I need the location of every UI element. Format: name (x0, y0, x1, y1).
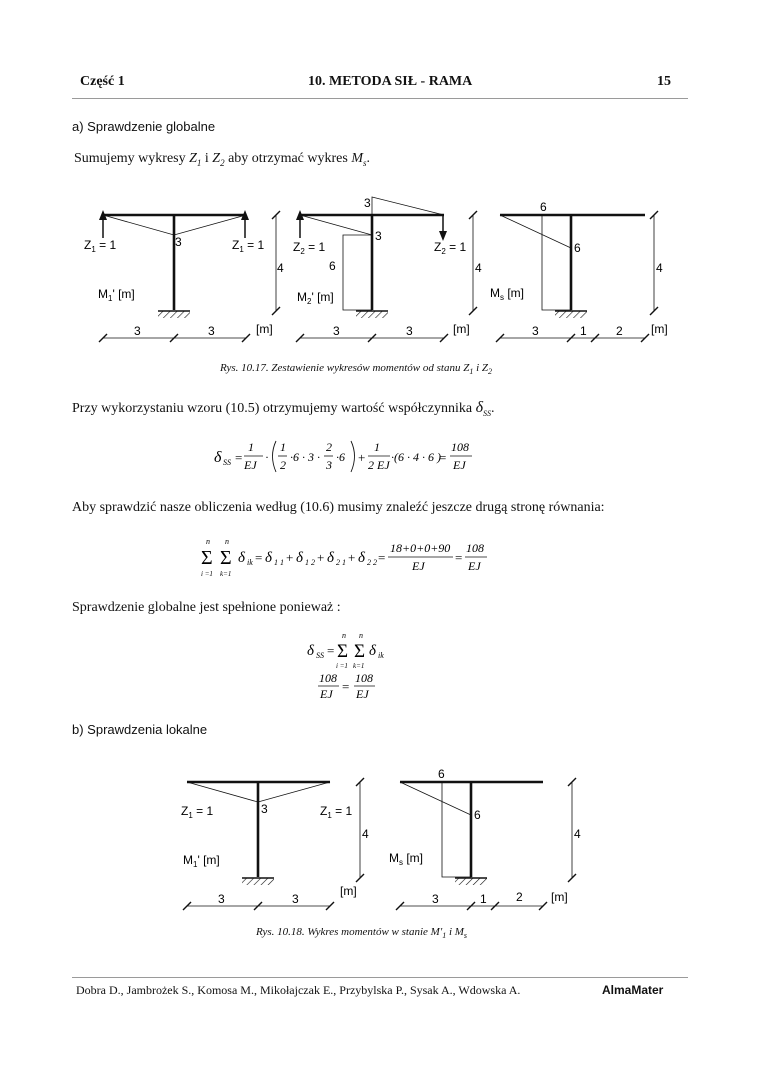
svg-text:+: + (348, 550, 356, 565)
frame1-load-left: $Z_1 = 1$ (84, 238, 117, 254)
header-divider (72, 98, 688, 99)
svg-text:+: + (286, 550, 294, 565)
equation-global-check (305, 630, 405, 700)
intro-z2-sub: 2 (220, 157, 225, 168)
svg-text:2 2: 2 2 (367, 558, 377, 567)
svg-text:2: 2 (280, 458, 286, 472)
footer-divider (72, 977, 688, 978)
section-a-title: a) Sprawdzenie globalne (72, 119, 216, 134)
fig18-frame1-moment: 3 (261, 802, 268, 816)
svg-text:1: 1 (280, 440, 286, 454)
svg-text:·6 · 3 ·: ·6 · 3 · (290, 450, 320, 464)
svg-text:δ: δ (296, 550, 303, 566)
svg-text:108: 108 (355, 671, 373, 685)
frame2-load-left: $Z_2 = 1$ (293, 240, 326, 256)
svg-text:1: 1 (374, 440, 380, 454)
svg-text:108: 108 (319, 671, 337, 685)
frame2-unit: [m] (453, 322, 470, 336)
footer-brand: AlmaMater (602, 983, 664, 997)
svg-text:ik: ik (247, 558, 253, 567)
frame1-moment-value: 3 (175, 235, 182, 249)
svg-text:n: n (359, 631, 363, 640)
svg-text:EJ: EJ (453, 458, 466, 472)
svg-text:·(6 · 4 · 6 ): ·(6 · 4 · 6 ) (391, 450, 441, 464)
frame1-support (158, 311, 190, 318)
frame-1 (84, 210, 284, 342)
svg-text:Σ: Σ (220, 547, 232, 569)
svg-text:1 2: 1 2 (305, 558, 315, 567)
svg-text:Σ: Σ (201, 547, 213, 569)
frame1-load-right: $Z_1 = 1$ (232, 238, 265, 254)
frame2-span-right: 3 (406, 324, 413, 338)
frame2-diagram-label: $M_2'$ [m] (297, 290, 334, 306)
frame2-moment-right: 3 (375, 229, 382, 243)
fig18-frame2-moment-top: 6 (438, 767, 445, 781)
header-section-label: Część 1 (80, 74, 125, 89)
fig18-frame2-span-a: 3 (432, 892, 439, 906)
svg-text:k=1: k=1 (220, 570, 232, 578)
svg-text:·6: ·6 (336, 450, 345, 464)
svg-text:=: = (439, 450, 447, 465)
svg-text:=: = (255, 550, 263, 565)
fig18-frame1-unit: [m] (340, 884, 357, 898)
svg-text:δ: δ (238, 550, 245, 566)
intro-and: i (201, 151, 213, 166)
frame3-moment-column: 6 (574, 241, 581, 255)
figure-10-17-caption: Rys. 10.17. Zestawienie wykresów momentów od stanu $Z_1$ i $Z_2$ (220, 362, 493, 377)
frame2-moment-top: 3 (364, 196, 371, 210)
fig18-frame2-label: $M_s$ [m] (389, 851, 423, 867)
formula-10-6-text: Aby sprawdzić nasze obliczenia według (10.6) musimy znaleźć jeszcze drugą stronę równania: (72, 500, 605, 515)
svg-text:EJ: EJ (244, 458, 257, 472)
fig18-frame2-height: 4 (574, 827, 581, 841)
svg-text:EJ: EJ (468, 559, 481, 573)
svg-text:SS: SS (316, 651, 324, 660)
svg-text:δ: δ (307, 643, 314, 659)
svg-text:2: 2 (326, 440, 332, 454)
svg-text:EJ: EJ (356, 687, 369, 700)
frame3-span-a: 3 (532, 324, 539, 338)
intro-z1: Z (189, 151, 197, 166)
frame1-diagram-label: $M_1'$ [m] (98, 287, 135, 303)
svg-text:ik: ik (378, 651, 384, 660)
svg-text:SS: SS (223, 458, 231, 467)
svg-text:δ: δ (327, 550, 334, 566)
figure-10-18 (0, 760, 760, 920)
svg-text:108: 108 (451, 440, 469, 454)
global-check-text: Sprawdzenie globalne jest spełnione ponieważ : (72, 600, 341, 615)
fig18-frame1-span-left: 3 (218, 892, 225, 906)
svg-text:2 EJ: 2 EJ (368, 458, 390, 472)
svg-text:18+0+0+90: 18+0+0+90 (390, 541, 451, 555)
svg-text:Σ: Σ (354, 641, 366, 662)
formula-10-5-text: Przy wykorzystaniu wzoru (10.5) otrzymujemy wartość współczynnika $\delta_{SS}$. (72, 399, 495, 418)
intro-text-2: aby otrzymać wykres (224, 151, 352, 166)
svg-text:EJ: EJ (412, 559, 425, 573)
svg-text:+: + (317, 550, 325, 565)
svg-text:=: = (455, 550, 463, 565)
equation-delta-ss (210, 435, 480, 479)
frame2-moment-diagram-column (343, 235, 372, 310)
svg-text:=: = (235, 450, 243, 465)
figure-10-17 (0, 190, 760, 350)
frame2-support (356, 311, 388, 318)
svg-text:δ: δ (265, 550, 272, 566)
svg-text:δ: δ (214, 449, 222, 466)
frame1-height: 4 (277, 261, 284, 275)
fig18-frame-1 (181, 778, 369, 910)
frame-3 (490, 200, 668, 342)
svg-text:n: n (342, 631, 346, 640)
frame3-moment-top: 6 (540, 200, 547, 214)
svg-text:n: n (225, 537, 229, 546)
figure-10-18-caption: Rys. 10.18. Wykres momentów w stanie $M'_1$ i $M_s$ (256, 926, 468, 941)
svg-text:=: = (378, 550, 386, 565)
intro-z1-sub: 1 (196, 157, 202, 168)
intro-text-1: Sumujemy wykresy (74, 151, 190, 166)
fig18-frame-2 (389, 767, 581, 910)
frame3-height: 4 (656, 261, 663, 275)
frame1-span-right: 3 (208, 324, 215, 338)
intro-end: . (366, 151, 371, 166)
fig18-frame2-span-b: 1 (480, 892, 487, 906)
fig18-frame1-load-left: $Z_1 = 1$ (181, 804, 214, 820)
svg-text:108: 108 (466, 541, 484, 555)
fig18-frame2-unit: [m] (551, 890, 568, 904)
svg-text:δ: δ (358, 550, 365, 566)
frame2-load-right: $Z_2 = 1$ (434, 240, 467, 256)
intro-m-sub: s (363, 157, 367, 168)
fig18-frame1-label: $M_1'$ [m] (183, 853, 220, 869)
svg-text:·: · (265, 450, 269, 464)
svg-text:Σ: Σ (337, 641, 349, 662)
fig18-frame2-moment-column: 6 (474, 808, 481, 822)
svg-text:=: = (327, 643, 335, 658)
frame-2 (293, 196, 482, 342)
intro-z2: Z (212, 151, 221, 166)
svg-text:i =1: i =1 (201, 570, 213, 578)
svg-text:1 1: 1 1 (274, 558, 284, 567)
page-number: 15 (657, 74, 671, 89)
section-b-title: b) Sprawdzenia lokalne (72, 722, 208, 737)
frame3-support (555, 311, 587, 318)
svg-text:EJ: EJ (320, 687, 333, 700)
fig18-frame1-height: 4 (362, 827, 369, 841)
frame3-span-c: 2 (616, 324, 623, 338)
intro-m: M (351, 151, 363, 166)
svg-text:i =1: i =1 (336, 662, 348, 670)
formula-10-5-sentence: Przy wykorzystaniu wzoru (10.5) otrzymujemy wartość współczynnika (72, 401, 476, 416)
frame3-unit: [m] (651, 322, 668, 336)
frame2-span-left: 3 (333, 324, 340, 338)
svg-text:k=1: k=1 (353, 662, 365, 670)
fig18-frame1-load-right: $Z_1 = 1$ (320, 804, 353, 820)
frame2-height: 4 (475, 261, 482, 275)
fig18-frame1-span-right: 3 (292, 892, 299, 906)
fig18-frame2-span-c: 2 (516, 890, 523, 904)
footer-authors: Dobra D., Jambrożek S., Komosa M., Mikołajczak E., Przybylska P., Sysak A., Wdowska A. (76, 983, 521, 997)
svg-text:δ: δ (369, 643, 376, 659)
svg-text:2 1: 2 1 (336, 558, 346, 567)
frame1-unit: [m] (256, 322, 273, 336)
frame1-span-left: 3 (134, 324, 141, 338)
frame3-span-b: 1 (580, 324, 587, 338)
svg-text:+: + (358, 450, 366, 465)
equation-sum-delta (198, 536, 498, 580)
svg-text:n: n (206, 537, 210, 546)
section-a-intro (74, 151, 370, 168)
header-chapter-title: 10. METODA SIŁ - RAMA (308, 74, 473, 89)
frame3-diagram-label: $M_s$ [m] (490, 286, 524, 302)
svg-text:=: = (342, 679, 350, 694)
svg-text:1: 1 (248, 440, 254, 454)
svg-text:3: 3 (326, 458, 332, 472)
frame2-moment-column: 6 (329, 259, 336, 273)
